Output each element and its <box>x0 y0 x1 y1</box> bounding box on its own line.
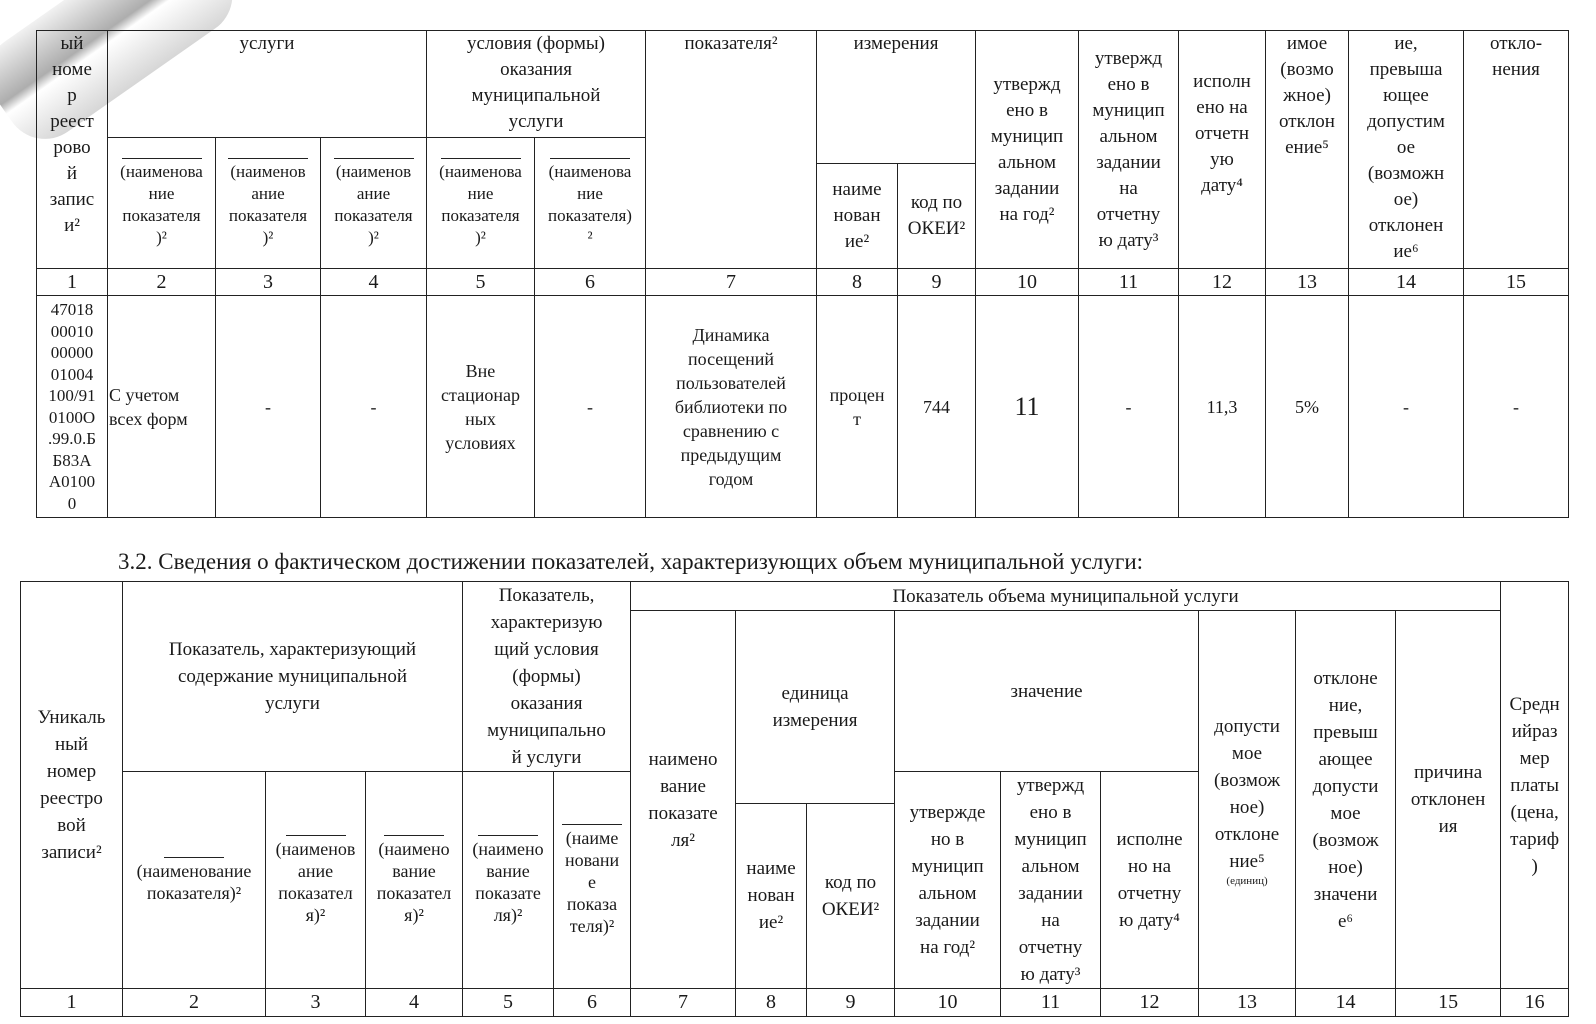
header-sub-indicator: (наиме новани е показа теля)² <box>554 772 631 989</box>
cell-approved-year: 11 <box>976 296 1079 518</box>
header-unit-name: наиме нован ие² <box>817 164 898 269</box>
header-allowed-deviation: допусти мое (возмож ное) отклоне ние⁵ (единиц) <box>1199 611 1296 989</box>
column-number: 2 <box>108 269 216 296</box>
cell-allowed-deviation: 5% <box>1266 296 1349 518</box>
header-okei-code: код по ОКЕИ² <box>898 164 976 269</box>
column-number: 7 <box>631 989 736 1017</box>
column-number: 13 <box>1199 989 1296 1017</box>
header-exceeding-deviation: ие, превыша ющее допустим ое (возможн ое) отклонен ие⁶ <box>1349 31 1464 269</box>
column-number: 13 <box>1266 269 1349 296</box>
header-deviation-reason: откло- нения <box>1464 31 1569 269</box>
cell-unit-name: процен т <box>817 296 898 518</box>
header-registry-number: Уникаль ный номер реестро вой записи² <box>21 582 123 989</box>
header-indicator-name: показателя² <box>646 31 817 269</box>
cell-deviation-reason: - <box>1464 296 1569 518</box>
header-service-conditions: Показатель, характеризую щий условия (формы) оказания муниципально й услуги <box>463 582 631 772</box>
column-number: 1 <box>37 269 108 296</box>
header-sub-indicator: (наимено вание показател я)² <box>366 772 463 989</box>
column-number: 14 <box>1349 269 1464 296</box>
column-number: 11 <box>1001 989 1101 1017</box>
column-number: 9 <box>807 989 895 1017</box>
column-number: 7 <box>646 269 817 296</box>
header-service-content: услуги <box>108 31 427 138</box>
column-number: 6 <box>535 269 646 296</box>
cell-conditions: Вне стационар ных условиях <box>427 296 535 518</box>
header-value: значение <box>895 611 1199 772</box>
header-unit-name: наиме нован ие² <box>736 803 807 988</box>
header-sub-indicator: (наименование показателя)² <box>123 772 266 989</box>
header-indicator-name: наимено вание показате ля² <box>631 611 736 989</box>
column-number: 8 <box>736 989 807 1017</box>
cell-executed: 11,3 <box>1179 296 1266 518</box>
cell-content: - <box>321 296 427 518</box>
header-sub-indicator: (наименов ание показателя )² <box>216 138 321 269</box>
header-unit: измерения <box>817 31 976 164</box>
table-row <box>37 296 1569 518</box>
header-service-content: Показатель, характеризующий содержание муниципальной услуги <box>123 582 463 772</box>
column-number: 8 <box>817 269 898 296</box>
cell-indicator-name: Динамика посещений пользователей библиотеки по сравнению с предыдущим годом <box>646 296 817 518</box>
header-volume-indicator: Показатель объема муниципальной услуги <box>631 582 1501 611</box>
column-number: 5 <box>427 269 535 296</box>
header-sub-indicator: (наименова ние показателя )² <box>427 138 535 269</box>
column-number: 10 <box>895 989 1001 1017</box>
column-number: 15 <box>1396 989 1501 1017</box>
cell-approved-date: - <box>1079 296 1179 518</box>
column-number: 3 <box>266 989 366 1017</box>
header-sub-indicator: (наименова ние показателя )² <box>108 138 216 269</box>
quality-indicators-table <box>36 30 1569 518</box>
header-allowed-deviation: имое (возмо жное) отклон ение⁵ <box>1266 31 1349 269</box>
column-number: 1 <box>21 989 123 1017</box>
column-number: 11 <box>1079 269 1179 296</box>
header-unit: единица измерения <box>736 611 895 804</box>
column-number: 12 <box>1101 989 1199 1017</box>
column-number: 15 <box>1464 269 1569 296</box>
header-executed: исполне но на отчетну ю дату⁴ <box>1101 772 1199 989</box>
header-exceeding-deviation: отклоне ние, превыш ающее допусти мое (возмож ное) значени е⁶ <box>1296 611 1396 989</box>
column-number: 10 <box>976 269 1079 296</box>
cell-content: - <box>216 296 321 518</box>
header-okei-code: код по ОКЕИ² <box>807 803 895 988</box>
header-sub-indicator: (наименов ание показателя )² <box>321 138 427 269</box>
cell-exceeding-deviation: - <box>1349 296 1464 518</box>
header-approved-year: утвержде но в муницип альном задании на год² <box>895 772 1001 989</box>
header-executed: исполн ено на отчетн ую дату⁴ <box>1179 31 1266 269</box>
header-approved-date: утвержд ено в муницип альном задании на отчетну ю дату³ <box>1001 772 1101 989</box>
column-number: 6 <box>554 989 631 1017</box>
column-number: 9 <box>898 269 976 296</box>
header-deviation-reason: причина отклонен ия <box>1396 611 1501 989</box>
cell-registry-number: 47018 00010 00000 01004 100/91 0100О .99.0.Б Б83А А0100 0 <box>37 296 108 518</box>
header-sub-indicator: (наименов ание показател я)² <box>266 772 366 989</box>
header-sub-indicator: (наимено вание показате ля)² <box>463 772 554 989</box>
header-average-fee: Средн ийраз мер платы (цена, тариф ) <box>1501 582 1569 989</box>
volume-indicators-table <box>20 581 1569 1017</box>
column-number: 12 <box>1179 269 1266 296</box>
column-number: 4 <box>366 989 463 1017</box>
header-service-conditions: условия (формы) оказания муниципальной услуги <box>427 31 646 138</box>
cell-conditions: - <box>535 296 646 518</box>
column-number: 16 <box>1501 989 1569 1017</box>
column-number: 4 <box>321 269 427 296</box>
header-sub-indicator: (наименова ние показателя) ² <box>535 138 646 269</box>
cell-okei-code: 744 <box>898 296 976 518</box>
column-number: 5 <box>463 989 554 1017</box>
column-number: 3 <box>216 269 321 296</box>
column-number: 2 <box>123 989 266 1017</box>
header-approved-year: утвержд ено в муницип альном задании на год² <box>976 31 1079 269</box>
section-heading: 3.2. Сведения о фактическом достижении показателей, характеризующих объем муниципальной услуги: <box>118 549 1144 574</box>
cell-content: С учетом всех форм <box>108 296 216 518</box>
header-registry-number: ый номе р реест рово й запис и² <box>37 31 108 269</box>
column-number: 14 <box>1296 989 1396 1017</box>
header-approved-date: утвержд ено в муницип альном задании на отчетну ю дату³ <box>1079 31 1179 269</box>
